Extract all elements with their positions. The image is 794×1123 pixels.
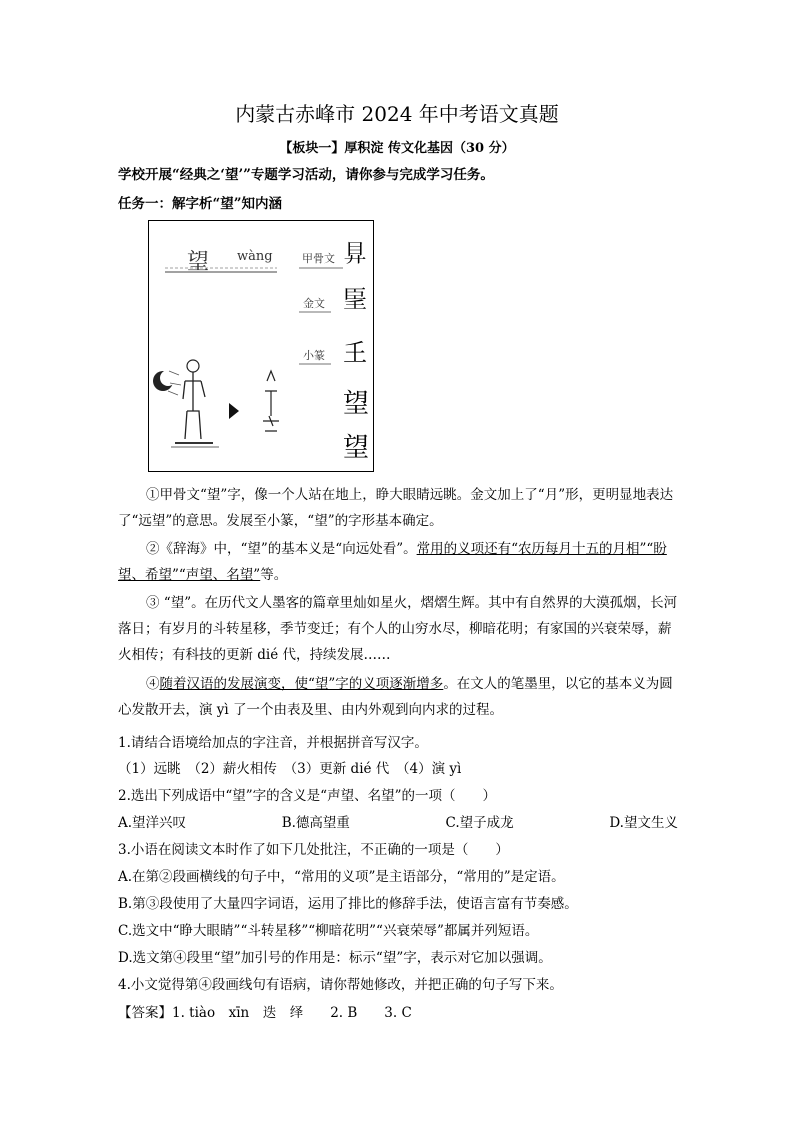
figure-label-oracle: 甲骨文 (302, 252, 335, 265)
character-evolution-figure (148, 220, 374, 472)
paragraph-4 (118, 671, 678, 723)
figure-character: 望 (187, 250, 210, 275)
answer-key: 【答案】1. tiào xīn 迭 绎 2. B 3. C (118, 1005, 412, 1021)
figure-pinyin: wàng (237, 249, 273, 264)
script-form-oracle: 𥃲 (343, 240, 367, 268)
paragraph-4-lead: ④ (146, 676, 160, 692)
figure-label-bronze: 金文 (303, 297, 325, 310)
paragraph-4-tail: 。在文人的笔墨里，以它的基本义为圆心发散开去，演 yì 了一个由表及里、由内外观到向内求的过程。 (118, 676, 673, 718)
section-heading: 【板块一】厚积淀 传文化基因（30 分） (279, 141, 515, 156)
paragraph-2 (118, 536, 678, 588)
figure-illustration (149, 221, 375, 473)
paragraph-2-lead: ②《辞海》中，“望”的基本义是“向远处看”。 (146, 541, 417, 557)
task-heading: 任务一：解字析“望”知内涵 (118, 196, 283, 212)
script-form-regular: 望 (343, 433, 370, 463)
question-1: 1.请结合语境给加点的字注音，并根据拼音写汉字。 (118, 735, 428, 751)
option-a: A.望洋兴叹 (118, 815, 187, 831)
document-title: 内蒙古赤峰市 2024 年中考语文真题 (235, 102, 559, 126)
paragraph-3: ③ “望”。在历代文人墨客的篇章里灿如星火，熠熠生辉。其中有自然界的大漠孤烟，长河落日；有岁月的斗转星移，季节变迁；有个人的山穷水尽，柳暗花明；有家国的兴衰荣辱，薪火相传；有科技的更新 dié 代，持续发展…… (118, 595, 678, 663)
option-b: B.德高望重 (281, 815, 350, 831)
paragraph-1: ①甲骨文“望”字，像一个人站在地上，睁大眼睛远眺。金文加上了“月”形，更明显地表达了“远望”的意思。发展至小篆，“望”的字形基本确定。 (118, 487, 674, 529)
figure-label-seal: 小篆 (303, 349, 325, 362)
question-2: 2.选出下列成语中“望”字的含义是“声望、名望”的一项（ ） (118, 788, 496, 804)
question-2-options (118, 811, 678, 831)
script-form-clerical: 望 (343, 389, 370, 419)
question-3-option-a: A.在第②段画横线的句子中，“常用的义项”是主语部分，“常用的”是定语。 (118, 869, 565, 885)
question-3: 3.小语在阅读文本时作了如下几处批注，不正确的一项是（ ） (118, 842, 509, 858)
paragraph-4-underlined-sentence: 随着汉语的发展演变，使“望”字的义项逐渐增多 (159, 676, 444, 692)
question-4: 4.小文觉得第④段画线句有语病，请你帮她修改，并把正确的句子写下来。 (118, 977, 563, 993)
question-3-option-b: B.第③段使用了大量四字词语，运用了排比的修辞手法，使语言富有节奏感。 (118, 896, 578, 912)
script-form-bronze: 𦣠 (343, 286, 367, 314)
question-3-option-d: D.选文第④段里“望”加引号的作用是：标示“望”字，表示对它加以强调。 (118, 950, 552, 966)
option-d: D.望文生义 (609, 815, 678, 831)
script-form-seal: 𡈼 (343, 339, 367, 367)
paragraph-2-tail: 等。 (260, 567, 288, 583)
question-3-option-c: C.选文中“睁大眼睛”“斗转星移”“柳暗花明”“兴衰荣辱”都属并列短语。 (118, 923, 539, 939)
question-1-items: （1）远眺 （2）薪火相传 （3）更新 dié 代 （4）演 yì (118, 761, 462, 777)
option-c: C.望子成龙 (445, 815, 514, 831)
paragraph-2-underlined-sentence: 常用的义项还有“农历每月十五的月相”“盼望、希望”“声望、名望” (118, 541, 667, 583)
intro-text: 学校开展“经典之‘望’”专题学习活动，请你参与完成学习任务。 (118, 167, 494, 183)
